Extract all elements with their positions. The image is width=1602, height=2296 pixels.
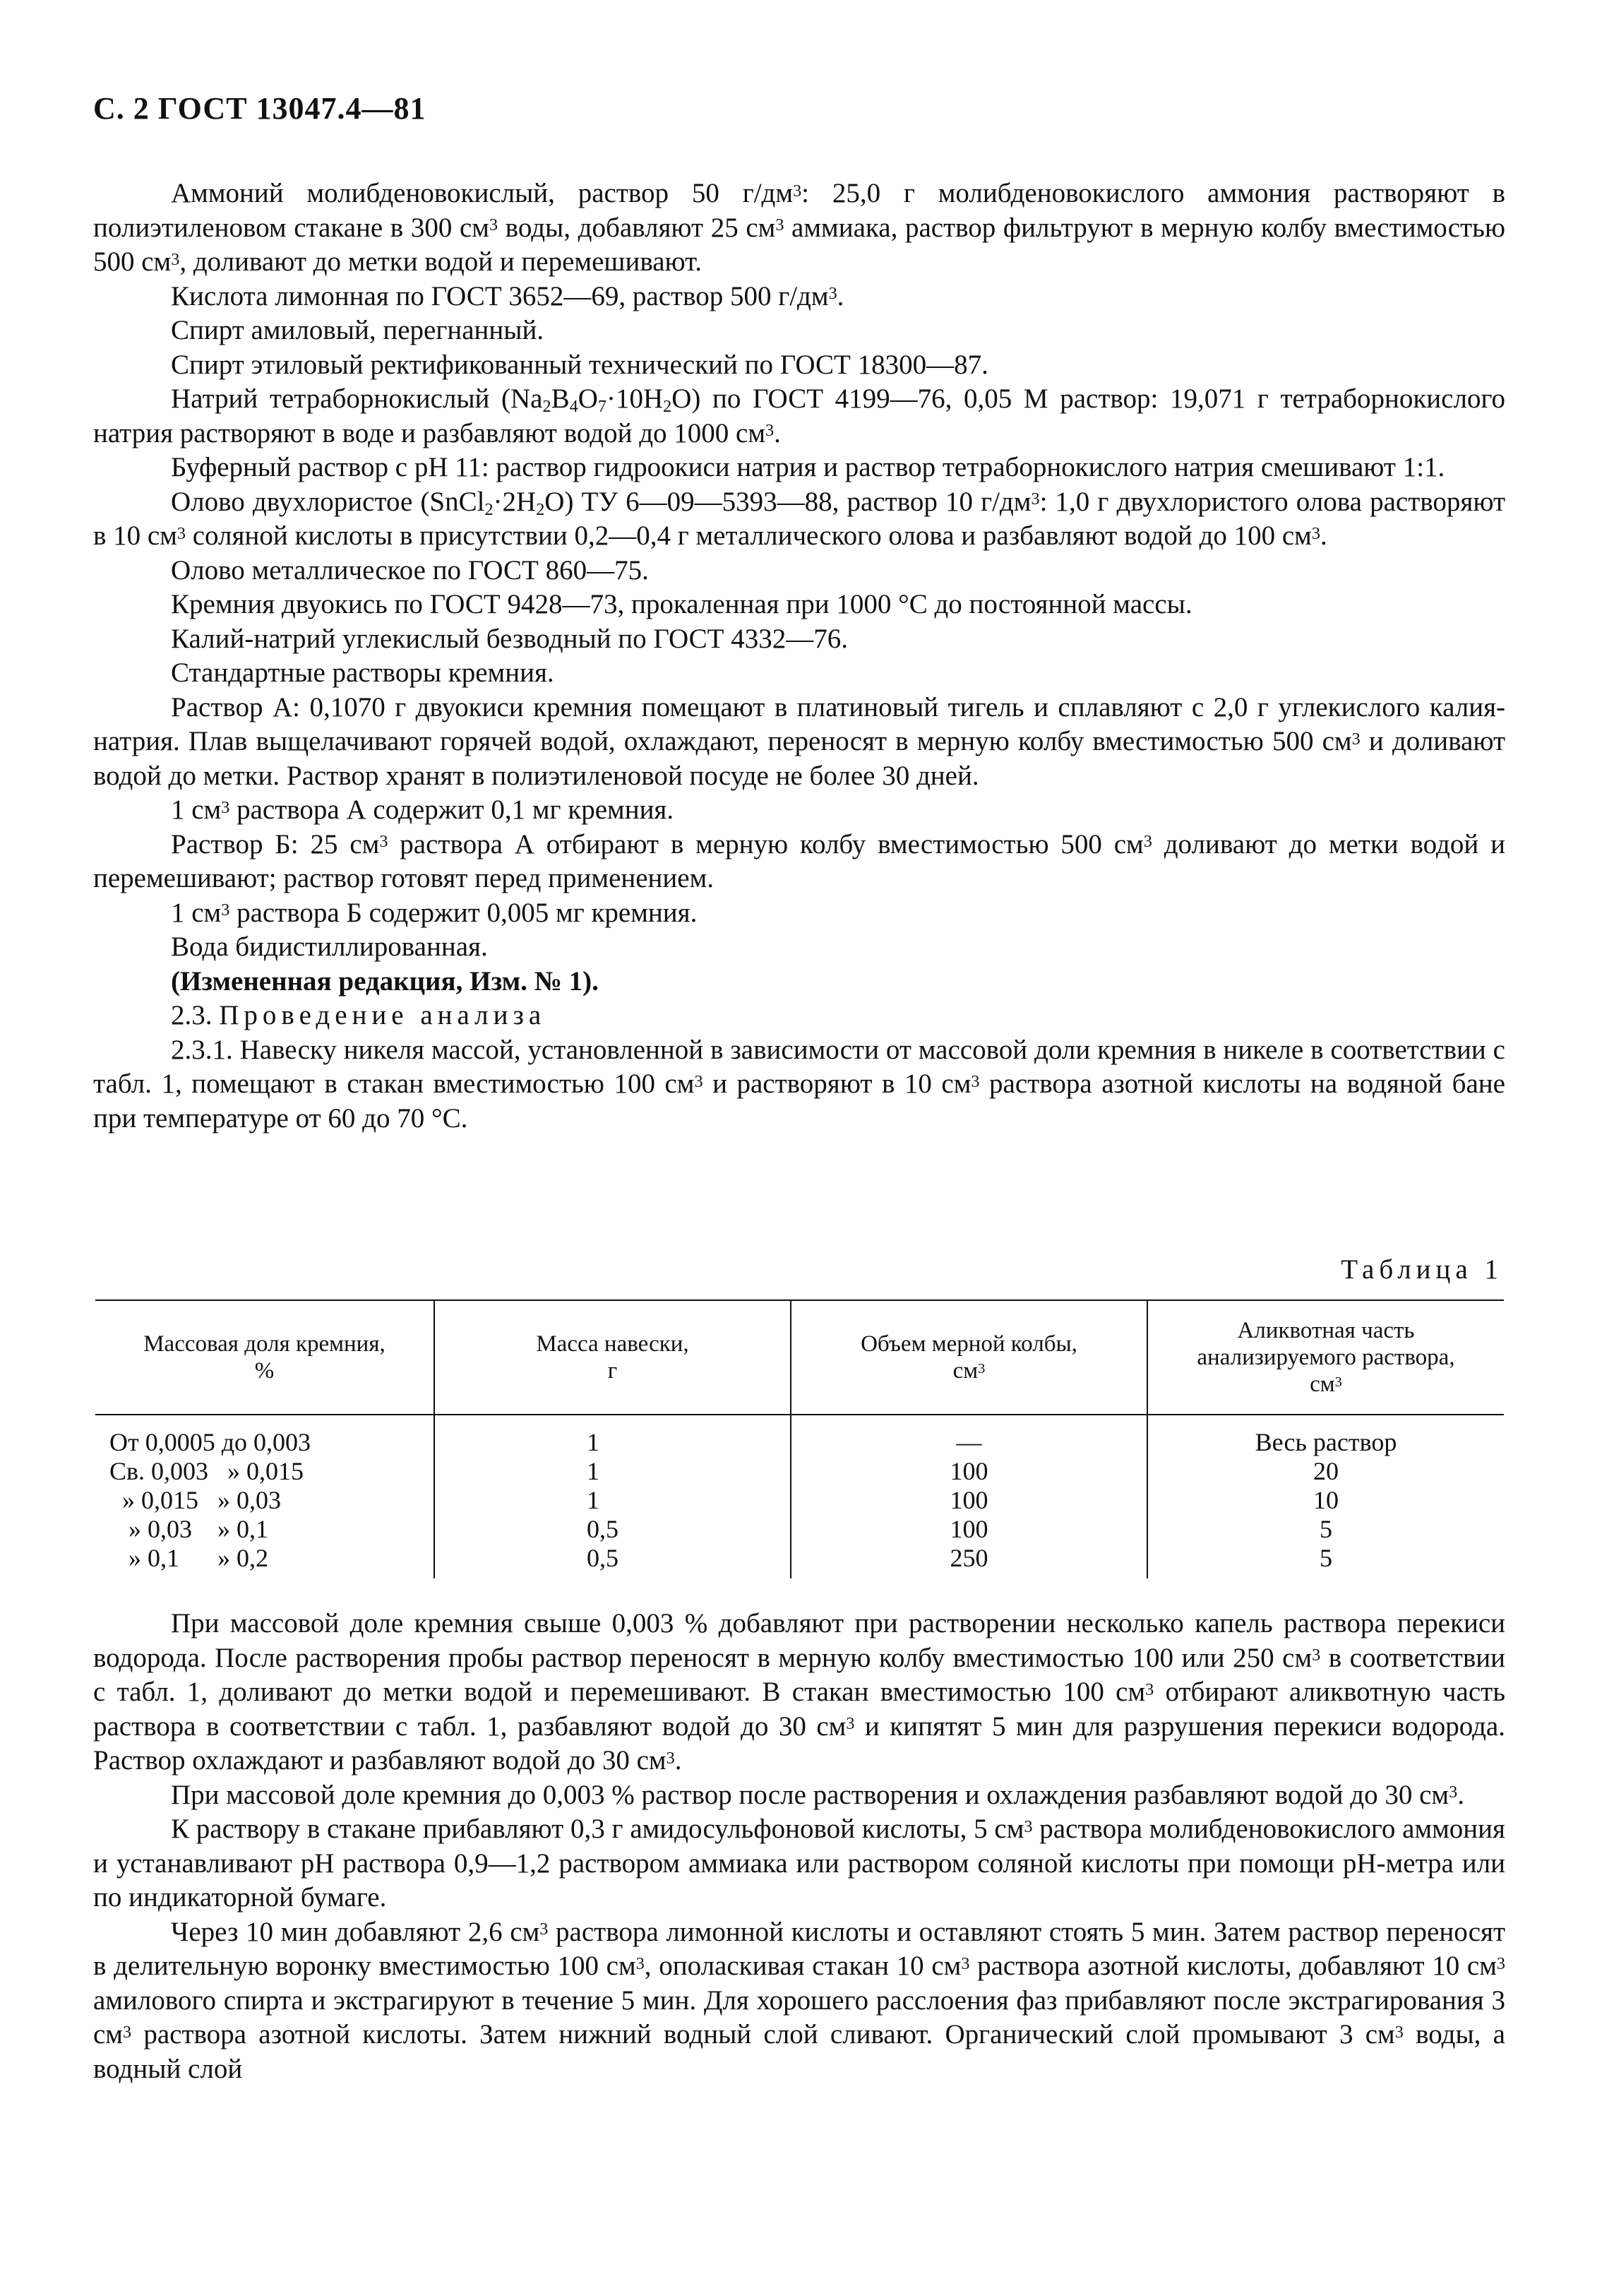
subscript: 7 [597, 397, 606, 417]
cell-range: » 0,1 » 0,2 [109, 1544, 268, 1572]
text: % [254, 1358, 275, 1384]
text: , доливают до метки водой и перемешивают. [179, 246, 703, 277]
text: К раствору в стакане прибавляют 0,3 г амидосульфоновой кислоты, 5 см [171, 1814, 1024, 1844]
text: Масса навески, [536, 1331, 689, 1357]
superscript: 3 [1031, 489, 1040, 509]
text: 2.3.1. Навеску никеля массой, установленной в зависимости от массовой доли кремния в никеле в соответствии с табл. 1, помещают в стакан вместимостью 100 см [93, 1034, 1505, 1099]
cell-volume: 100 [791, 1457, 1147, 1486]
cell-aliquot: 10 [1147, 1486, 1504, 1515]
paragraph-carbonate: Калий-натрий углекислый безводный по ГОСТ 4332—76. [171, 623, 848, 654]
paragraph-extraction [93, 1915, 1505, 2087]
section-number: 2.3. [171, 1000, 220, 1030]
superscript: 3 [694, 1071, 703, 1091]
text: O [578, 383, 598, 414]
text: . [1320, 521, 1327, 551]
header-flask-volume [791, 1300, 1147, 1415]
subscript: 4 [569, 397, 578, 417]
table-row [95, 1415, 1504, 1457]
text: амилового спирта и экстрагируют в течение 5 мин. Для хорошего расслоения фаз прибавляют после экстрагирования 3 см [93, 1985, 1505, 2050]
cell-aliquot: Весь раствор [1147, 1415, 1504, 1457]
cell-range: » 0,03 » 0,1 [109, 1515, 268, 1543]
superscript: 3 [1334, 1374, 1342, 1390]
superscript: 3 [635, 1953, 645, 1973]
superscript: 3 [1143, 832, 1152, 852]
text: раствора азотной кислоты, добавляют 10 см [969, 1951, 1497, 1981]
paragraph-standard: Стандартные растворы кремния. [171, 658, 554, 688]
paragraph-tin [93, 485, 1505, 554]
paragraph-borate [93, 382, 1505, 451]
text: аммиака, раствор фильтруют в мерную колбу вместимостью 500 см [93, 212, 1506, 277]
text: и кипятят 5 мин для разрушения перекиси водорода. Раствор охлаждают и разбавляют водой до 30 см [93, 1711, 1505, 1775]
text: O) по ГОСТ 4199—76, 0,05 М раствор: 19,071 г тетраборнокислого натрия растворяют в воде и разбавляют водой до 1000 см [93, 383, 1505, 448]
text: 1 см [171, 795, 222, 825]
cell-volume: 100 [791, 1515, 1147, 1544]
text: , ополаскивая стакан 10 см [644, 1951, 962, 1981]
superscript: 3 [123, 2022, 132, 2042]
text: раствора Б содержит 0,005 мг кремния. [229, 897, 698, 928]
cell-volume: 250 [791, 1544, 1147, 1578]
text: доливают до метки водой и перемешивают; раствор готовят перед применением. [93, 828, 1506, 893]
text: воды, а водный слой [93, 2019, 1505, 2084]
text: раствора молибденовокислого аммония и устанавливают pH раствора 0,9—1,2 раствором аммиака или раствором соляной кислоты при помощи pH-метра или по индикаторной бумаге. [93, 1814, 1505, 1913]
procedure-section [93, 1607, 1505, 2086]
subscript: 2 [663, 397, 672, 417]
paragraph-silica: Кремния двуокись по ГОСТ 9428—73, прокаленная при 1000 °С до постоянной массы. [171, 589, 1192, 619]
paragraph-low-silicon [93, 1778, 1505, 1813]
header-aliquot [1147, 1300, 1504, 1415]
paragraph-amended: (Измененная редакция, Изм. № 1). [171, 965, 599, 997]
superscript: 3 [221, 900, 230, 920]
text: Кислота лимонная по ГОСТ 3652—69, раствор 500 г/дм [171, 280, 829, 311]
text: Раствор Б: 25 см [171, 828, 380, 859]
paragraph-peroxide [93, 1607, 1505, 1778]
text: см [1310, 1372, 1335, 1397]
subscript: 2 [542, 397, 551, 417]
cell-range: Св. 0,003 » 0,015 [109, 1457, 304, 1485]
section-heading [93, 999, 1505, 1033]
text: анализируемого раствора, [1197, 1345, 1455, 1370]
superscript: 3 [1449, 1783, 1458, 1802]
text: При массовой доле кремния до 0,003 % раствор после растворения и охлаждения разбавляют водой до 30 см [171, 1779, 1449, 1810]
paragraph-amyl: Спирт амиловый, перегнанный. [171, 315, 544, 345]
superscript: 3 [961, 1953, 970, 1973]
superscript: 3 [793, 181, 802, 201]
superscript: 3 [828, 284, 837, 304]
text: раствора А содержит 0,1 мг кремния. [229, 795, 674, 825]
table-row [95, 1486, 1504, 1515]
superscript: 3 [666, 1748, 675, 1768]
text: Натрий тетраборнокислый (Na [171, 383, 543, 414]
text: воды, добавляют 25 см [498, 212, 776, 243]
superscript: 3 [775, 215, 784, 235]
text: O) ТУ 6—09—5393—88, раствор 10 г/дм [544, 486, 1032, 517]
superscript: 3 [379, 832, 388, 852]
page-header: С. 2 ГОСТ 13047.4—81 [93, 91, 426, 126]
text: ·2H [493, 486, 537, 517]
table-row [95, 1515, 1504, 1544]
text: раствора лимонной кислоты и оставляют стоять 5 мин. Затем раствор переносят в делительную воронку вместимостью 100 см [93, 1916, 1505, 1981]
superscript: 3 [846, 1714, 855, 1734]
superscript: 3 [177, 523, 186, 543]
text: Объем мерной колбы, [861, 1331, 1077, 1357]
text: . [837, 280, 844, 311]
superscript: 3 [1312, 1646, 1321, 1665]
text: в соответствии с табл. 1, доливают до метки водой и перемешивают. В стакан вместимостью 100 см [93, 1642, 1505, 1707]
text: Олово двухлористое (SnCl [171, 486, 485, 517]
superscript: 3 [171, 249, 180, 269]
paragraph-solution-a [93, 691, 1505, 794]
paragraph-amidosulfonic [93, 1812, 1505, 1915]
paragraph-solution-b [93, 828, 1505, 896]
text: Раствор А: 0,1070 г двуокиси кремния помещают в платиновый тигель и сплавляют с 2,0 г углекислого калия-натрия. Плав выщелачивают горячей водой, охлаждают, переносят в мерную колбу вместимостью 500 см [93, 691, 1505, 756]
reagents-section [93, 177, 1505, 1136]
paragraph-solution-b-content [93, 896, 1505, 931]
subscript: 2 [484, 499, 494, 519]
cell-aliquot: 20 [1147, 1457, 1504, 1486]
text: : 1,0 г двухлористого олова растворяют в 10 см [93, 486, 1505, 551]
superscript: 3 [1311, 523, 1320, 543]
paragraph-ethyl: Спирт этиловый ректификованный технический по ГОСТ 18300—87. [171, 349, 988, 380]
section-title: Проведение анализа [219, 1000, 546, 1030]
table-1 [95, 1299, 1504, 1578]
cell-mass: 0,5 [434, 1544, 791, 1578]
text: раствора азотной кислоты. Затем нижний водный слой сливают. Органический слой промывают 3 см [131, 2019, 1395, 2050]
header-sample-mass [434, 1300, 791, 1415]
superscript: 3 [971, 1071, 980, 1091]
text: раствора А отбирают в мерную колбу вместимостью 500 см [388, 828, 1144, 859]
cell-volume: 100 [791, 1486, 1147, 1515]
table-caption: Таблица 1 [1341, 1254, 1503, 1285]
paragraph-buffer: Буферный раствор с pH 11: раствор гидроокиси натрия и раствор тетраборнокислого натрия смешивают 1:1. [171, 452, 1445, 482]
cell-mass: 1 [434, 1486, 791, 1515]
cell-aliquot: 5 [1147, 1515, 1504, 1544]
cell-range: » 0,015 » 0,03 [109, 1486, 281, 1514]
paragraph-citric [93, 280, 1505, 314]
text: соляной кислоты в присутствии 0,2—0,4 г металлического олова и разбавляют водой до 100 см [186, 521, 1312, 551]
text: и доливают водой до метки. Раствор хранят в полиэтиленовой посуде не более 30 дней. [93, 726, 1505, 791]
paragraph-2-3-1 [93, 1033, 1505, 1136]
cell-aliquot: 5 [1147, 1544, 1504, 1578]
table-row [95, 1457, 1504, 1486]
table-header-row [95, 1300, 1504, 1415]
paragraph-tin-metal: Олово металлическое по ГОСТ 860—75. [171, 554, 649, 585]
superscript: 3 [978, 1360, 986, 1376]
superscript: 3 [1351, 729, 1361, 749]
paragraph-molybdate [93, 177, 1505, 280]
text: ·10H [606, 383, 664, 414]
superscript: 3 [765, 421, 775, 441]
text: Массовая доля кремния, [143, 1331, 385, 1357]
text: . [1457, 1779, 1464, 1810]
text: г [607, 1358, 618, 1384]
subscript: 2 [536, 499, 545, 519]
text: При массовой доле кремния свыше 0,003 % добавляют при растворении несколько капель раствора перекиси водорода. После растворения пробы раствор переносят в мерную колбу вместимостью 100 или 250 см [93, 1608, 1505, 1673]
superscript: 3 [1024, 1816, 1033, 1836]
header-silicon-fraction [95, 1300, 434, 1415]
text: Аликвотная часть [1237, 1318, 1415, 1343]
superscript: 3 [539, 1920, 549, 1939]
cell-mass: 1 [434, 1457, 791, 1486]
text: Аммоний молибденовокислый, раствор 50 г/дм [171, 178, 794, 208]
text: Через 10 мин добавляют 2,6 см [171, 1916, 540, 1947]
text: отбирают аликвотную часть раствора в соответствии с табл. 1, разбавляют водой до 30 см [93, 1677, 1505, 1742]
superscript: 3 [1394, 2022, 1404, 2042]
text: . [674, 1745, 682, 1775]
text: B [551, 383, 570, 414]
text: и растворяют в 10 см [703, 1069, 972, 1099]
text: раствора азотной кислоты на водяной бане при температуре от 60 до 70 °С. [93, 1069, 1505, 1134]
superscript: 3 [1145, 1679, 1154, 1699]
paragraph-water: Вода бидистиллированная. [171, 932, 488, 962]
text: . [774, 417, 781, 448]
paragraph-solution-a-content [93, 793, 1505, 828]
cell-mass: 1 [434, 1415, 791, 1457]
superscript: 3 [489, 215, 498, 235]
text: 1 см [171, 897, 222, 928]
superscript: 3 [1496, 1953, 1506, 1973]
table-row [95, 1544, 1504, 1578]
text: : 25,0 г молибденовокислого аммония растворяют в полиэтиленовом стакане в 300 см [93, 178, 1506, 243]
cell-range: От 0,0005 до 0,003 [109, 1428, 311, 1456]
text: см [952, 1358, 979, 1384]
superscript: 3 [221, 797, 230, 817]
cell-volume: — [791, 1415, 1147, 1457]
cell-mass: 0,5 [434, 1515, 791, 1544]
